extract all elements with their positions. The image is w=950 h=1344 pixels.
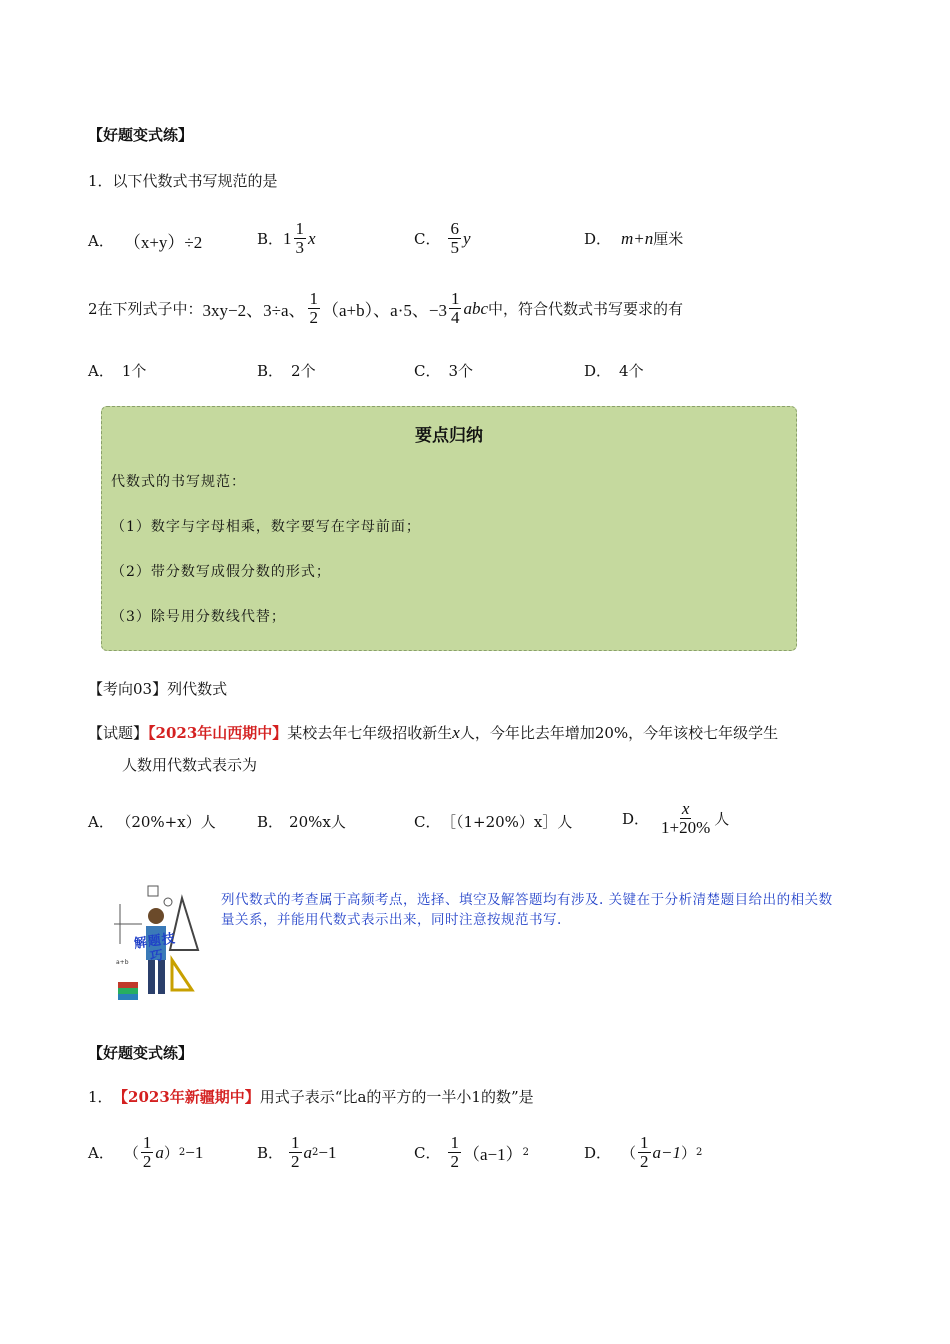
q2-suffix: 中，符合代数式书写要求的有 [488,300,684,318]
option-text: （x+y）÷2 [123,233,203,252]
denominator: 3 [295,238,305,257]
source-tag: 【2023年山西期中】 [148,724,288,742]
q2-option-d [584,360,644,381]
exponent: 2 [178,1147,186,1158]
tip-illustration [112,884,200,1006]
summary-line: （2）带分数写成假分数的形式； [111,564,331,580]
q2-expr-2: （a+b）、a·5、−3 [322,301,447,320]
numerator: 1 [295,219,305,238]
paren: （ [621,1144,637,1162]
trial-label: 【试题】 [88,724,149,742]
section-heading-3: 【好题变式练】 [88,1044,194,1062]
numerator: x [681,799,690,818]
inner-expr: a−1 [652,1142,682,1162]
option-text: 3个 [448,362,474,380]
q3-stem [88,1086,534,1107]
svg-text:a+b: a+b [116,959,129,966]
option-label: B． [257,1144,284,1162]
q2-expr-3: abc [463,298,488,318]
paren: ） [681,1144,697,1162]
numerator: 6 [450,219,459,238]
tip-badge: 解题技巧 [133,931,177,965]
denominator: 4 [450,308,460,327]
tip-text: 列代数式的考查属于高频考点，选择、填空及解答题均有涉及. 关键在于分析清楚题目给出的相关数量关系，并能用代数式表示出来，同时注意按规范书写. [221,892,833,928]
q3-option-a [88,1134,203,1171]
paren: ） [163,1144,179,1162]
q3-option-b [257,1134,337,1171]
stem-text: 某校去年七年级招收新生 [287,724,453,742]
option-label: C． [414,362,441,380]
q2-option-b [257,360,316,381]
option-label: D． [584,362,612,380]
option-text: （20%+x）人 [123,813,216,831]
trial-option-b [257,811,346,832]
fraction [449,290,462,327]
variable: a [303,1142,313,1162]
q3-option-c [414,1134,529,1171]
option-tail: −1 [318,1142,337,1162]
exponent: 2 [522,1147,529,1158]
summary-box [101,406,797,651]
q2-expr-1: 3xy−2、3÷a、 [202,301,306,320]
numerator: 1 [450,289,460,308]
exponent: 2 [312,1147,319,1158]
stem-variable: x [452,723,460,742]
denominator: 5 [450,238,459,257]
fraction [294,220,307,257]
option-label: C． [414,813,441,831]
option-text: 1个 [121,362,147,380]
q2-prefix: 2在下列式子中： [88,300,203,318]
q3-option-d [584,1134,702,1171]
option-text: 4个 [619,362,644,380]
source-tag: 【2023年新疆期中】 [120,1088,260,1106]
q1-stem: 1．以下代数式书写规范的是 [88,172,278,190]
option-label: B． [257,813,284,831]
fraction [289,1134,302,1171]
option-label: A． [88,1144,114,1162]
option-label: C． [414,1144,441,1162]
option-label: D． [584,230,612,248]
denominator: 2 [142,1152,152,1171]
option-unit: 厘米 [653,230,684,248]
summary-title: 要点归纳 [415,426,483,446]
option-label: D． [584,1144,612,1162]
option-unit: 人 [714,810,730,828]
option-label: B． [257,230,284,248]
numerator: 1 [309,289,319,308]
q1-option-c [414,220,471,257]
summary-line: （3）除号用分数线代替； [111,609,286,625]
section-heading-1: 【好题变式练】 [88,126,194,144]
q1-option-b [257,220,316,257]
numerator: 1 [142,1133,152,1152]
fraction [448,1134,461,1171]
option-expr: m+n [621,228,654,248]
option-label: B． [257,362,284,380]
option-label: A． [88,362,114,380]
numerator: 1 [450,1133,459,1152]
paren-expr: （a−1） [462,1145,523,1164]
option-text: 20%x人 [289,813,346,831]
q1-option-a [88,228,202,253]
numerator: 1 [640,1133,649,1152]
option-text: ［（1+20%）x］人 [448,813,573,831]
option-text: 2个 [291,362,316,380]
whole-number: 1 [283,228,292,248]
summary-line: （1）数字与字母相乘，数字要写在字母前面； [111,519,421,535]
denominator: 2 [309,308,319,327]
variable: x [308,228,316,248]
q1-option-d [584,228,683,249]
option-label: D． [622,810,650,828]
option-label: A． [88,813,114,831]
fraction [141,1134,154,1171]
denominator: 2 [450,1152,459,1171]
section-heading-2: 【考向03】列代数式 [88,680,228,698]
variable: a [155,1142,164,1162]
denominator: 2 [640,1152,649,1171]
trial-stem-line1 [88,722,778,743]
fraction [638,1134,651,1171]
trial-stem-line2: 人数用代数式表示为 [122,756,258,774]
option-label: A． [88,232,114,250]
fraction [448,220,461,257]
fraction [308,290,321,327]
denominator: 2 [291,1152,300,1171]
q2-option-a [88,360,146,381]
paren: （ [123,1144,139,1162]
option-label: C． [414,230,441,248]
numerator: 1 [291,1133,300,1152]
q2-stem [88,290,683,327]
exponent: 2 [696,1147,703,1158]
q2-option-c [414,360,473,381]
trial-option-a [88,811,216,832]
denominator: 1+20% [661,818,711,837]
variable: y [462,228,471,248]
summary-line: 代数式的书写规范： [111,474,246,490]
option-tail: −1 [185,1142,204,1162]
stem-text: 人，今年比去年增加20%，今年该校七年级学生 [459,724,779,742]
question-number: 1． [88,1088,113,1106]
fraction [659,800,712,837]
trial-option-c [414,811,572,832]
trial-option-d [622,800,729,837]
stem-text: 用式子表示“比a的平方的一半小1的数”是 [259,1088,534,1106]
